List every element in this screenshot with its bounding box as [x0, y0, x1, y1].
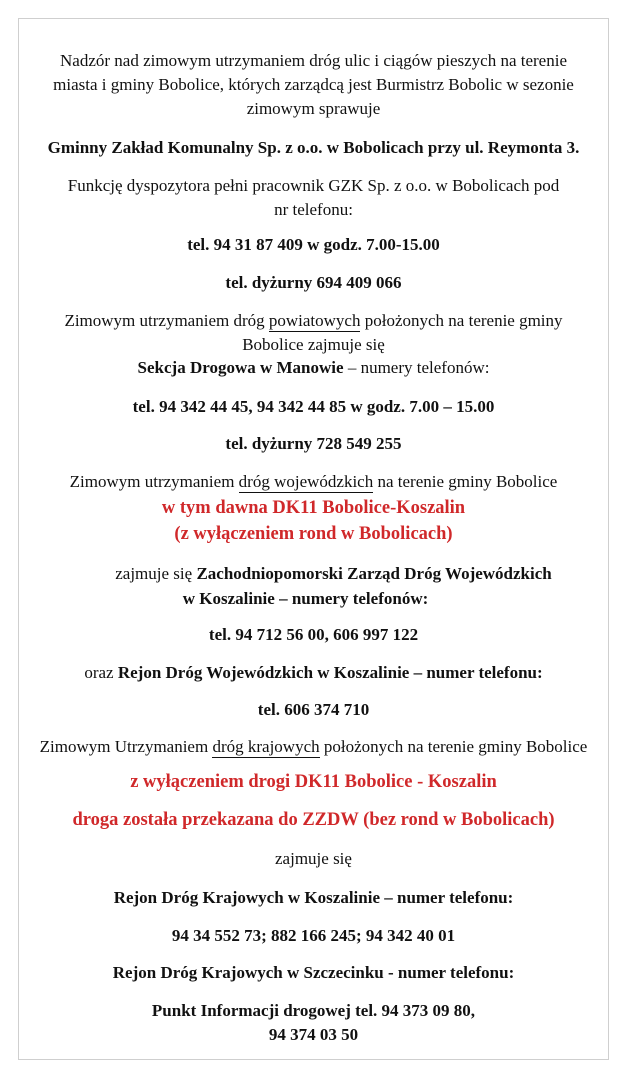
intro-line-3: zimowym sprawuje [246, 99, 381, 118]
woj-pre: Zimowym utrzymaniem [69, 472, 239, 491]
rejon-woj-phone: tel. 606 374 710 [257, 700, 370, 719]
powiat-underlined: powiatowych [268, 311, 361, 330]
zzdw-pre: zajmuje się [115, 564, 197, 583]
kraj-line-4: zajmuje się [275, 849, 352, 868]
zzdw-phone: tel. 94 712 56 00, 606 997 122 [208, 625, 419, 644]
rejon-name: Rejon Dróg Wojewódzkich w Koszalinie – numer telefonu: [117, 663, 543, 682]
rejon-woj-line [0, 662, 627, 684]
sekcja-rest: – numery telefonów: [343, 358, 490, 377]
dispatch-line-2: nr telefonu: [274, 200, 353, 219]
powiat-line-1 [0, 310, 627, 332]
zzdw-line-2: w Koszalinie – numery telefonów: [182, 589, 429, 608]
dispatch-line-1: Funkcję dyspozytora pełni pracownik GZK Sp. z o.o. w Bobolicach pod [67, 176, 560, 195]
punkt-line-2: 94 374 03 50 [268, 1025, 359, 1044]
rdk-koszalin-phone: 94 34 552 73; 882 166 245; 94 342 40 01 [171, 926, 456, 945]
kraj-pre: Zimowym Utrzymaniem [39, 737, 213, 756]
sekcja-line [0, 357, 627, 379]
kraj-red-line-1: z wyłączeniem drogi DK11 Bobolice - Koszalin [130, 772, 497, 792]
gzk-name: Gminny Zakład Komunalny Sp. z o.o. w Bobolicach przy ul. Reymonta 3. [47, 138, 580, 157]
gzk-phone: tel. 94 31 87 409 w godz. 7.00-15.00 [187, 235, 440, 254]
punkt-line-1: Punkt Informacji drogowej tel. 94 373 09 80, [151, 1001, 476, 1020]
sekcja-phone: tel. 94 342 44 45, 94 342 44 85 w godz. 7.00 – 15.00 [132, 397, 495, 416]
woj-red-line-1: w tym dawna DK11 Bobolice-Koszalin [161, 498, 466, 518]
rejon-pre: oraz [84, 663, 118, 682]
kraj-line-1 [0, 736, 627, 758]
sekcja-duty-phone: tel. dyżurny 728 549 255 [225, 434, 402, 453]
gzk-duty-phone: tel. dyżurny 694 409 066 [225, 273, 402, 292]
intro-line-1: Nadzór nad zimowym utrzymaniem dróg ulic i ciągów pieszych na terenie [60, 51, 567, 70]
kraj-post: położonych na terenie gminy Bobolice [319, 737, 588, 756]
zzdw-name: Zachodniopomorski Zarząd Dróg Wojewódzkich [196, 564, 552, 583]
woj-line-1 [0, 471, 627, 493]
woj-underlined: dróg wojewódzkich [238, 472, 374, 491]
rdk-koszalin: Rejon Dróg Krajowych w Koszalinie – numer telefonu: [113, 888, 514, 907]
powiat-line-2: Bobolice zajmuje się [242, 335, 385, 354]
kraj-underlined: dróg krajowych [212, 737, 320, 756]
powiat-post: położonych na terenie gminy [360, 311, 563, 330]
woj-post: na terenie gminy Bobolice [373, 472, 558, 491]
kraj-red-line-2: droga została przekazana do ZZDW (bez rond w Bobolicach) [72, 810, 555, 830]
zzdw-line-1 [20, 563, 627, 585]
woj-red-line-2: (z wyłączeniem rond w Bobolicach) [174, 524, 453, 544]
sekcja-name: Sekcja Drogowa w Manowie [137, 358, 344, 377]
rdk-szczecinek: Rejon Dróg Krajowych w Szczecinku - numer telefonu: [112, 963, 515, 982]
powiat-pre: Zimowym utrzymaniem dróg [64, 311, 269, 330]
intro-line-2: miasta i gminy Bobolice, których zarządcą jest Burmistrz Bobolic w sezonie [53, 75, 574, 94]
